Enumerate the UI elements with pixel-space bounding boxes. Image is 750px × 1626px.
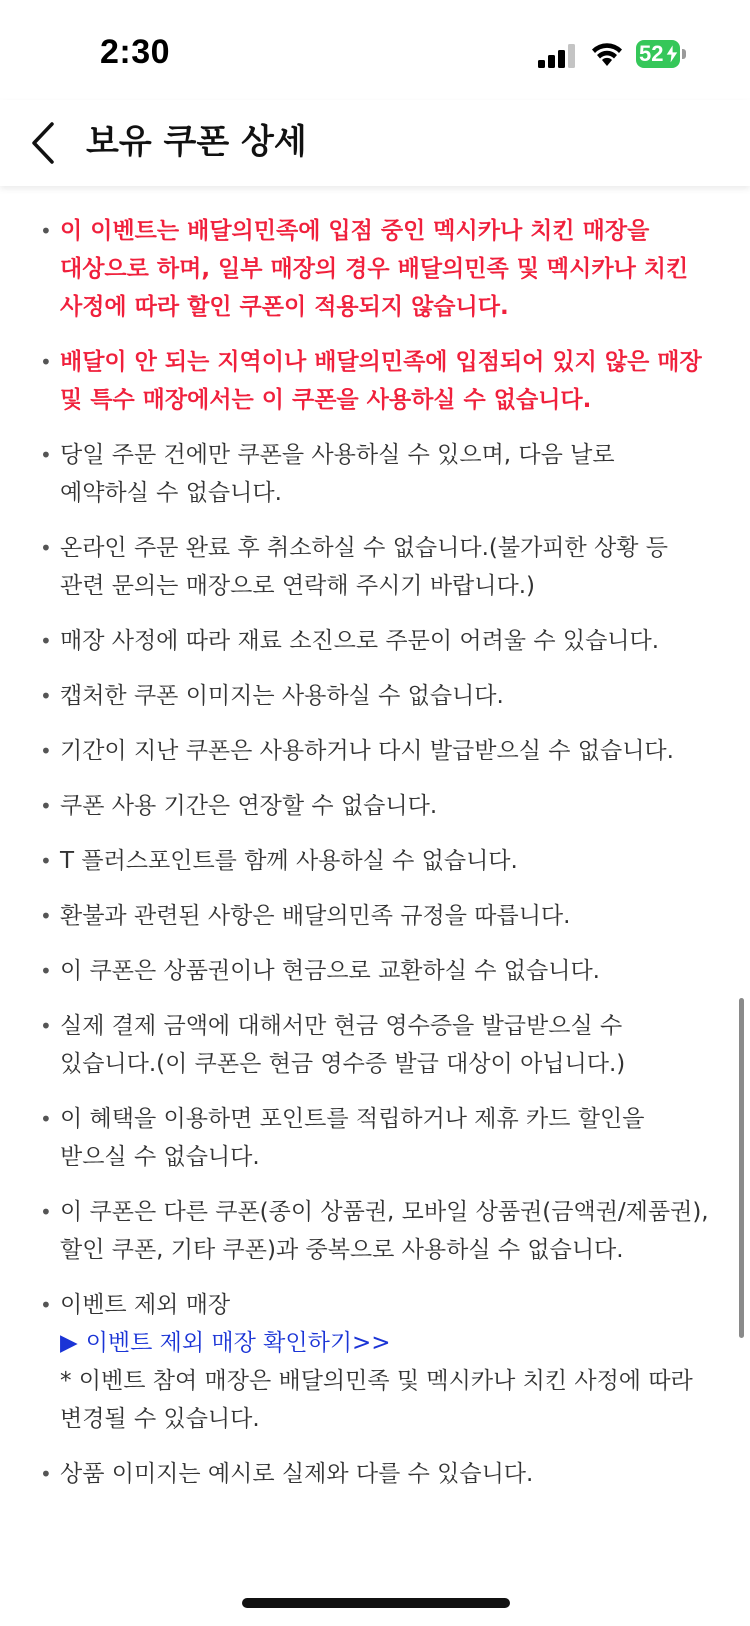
notice-text: 캡처한 쿠폰 이미지는 사용하실 수 없습니다.	[60, 683, 504, 709]
notice-item	[40, 952, 710, 990]
notice-item	[40, 1007, 710, 1083]
bullet: •	[40, 219, 52, 243]
notice-text: 이 혜택을 이용하면 포인트를 적립하거나 제휴 카드 할인을 받으실 수 없습니다.	[60, 1106, 645, 1170]
excluded-stores-note: * 이벤트 참여 매장은 배달의민족 및 멕시카나 치킨 사정에 따라 변경될 수 있습니다.	[60, 1368, 693, 1432]
status-bar	[0, 0, 750, 100]
notice-text: 매장 사정에 따라 재료 소진으로 주문이 어려울 수 있습니다.	[60, 628, 660, 654]
notice-item	[40, 677, 710, 715]
excluded-stores-link[interactable]	[60, 1324, 710, 1362]
excluded-stores-heading: 이벤트 제외 매장	[60, 1292, 231, 1318]
notice-text: 이 이벤트는 배달의민족에 입점 중인 멕시카나 치킨 매장을 대상으로 하며, 일부 매장의 경우 배달의민족 및 멕시카나 치킨 사정에 따라 할인 쿠폰이 적용되지 않습니다.	[60, 218, 689, 320]
bullet: •	[40, 849, 52, 873]
notice-text: 온라인 주문 완료 후 취소하실 수 없습니다.(불가피한 상황 등 관련 문의는 매장으로 연락해 주시기 바랍니다.)	[60, 535, 669, 599]
bullet: •	[40, 1014, 52, 1038]
signal-icon	[538, 44, 578, 68]
bullet: •	[40, 536, 52, 560]
battery-level: 52	[639, 41, 664, 66]
notice-item	[40, 897, 710, 935]
bullet: •	[40, 739, 52, 763]
bullet: •	[40, 794, 52, 818]
bullet: •	[40, 959, 52, 983]
play-arrow-icon: ▶	[60, 1330, 78, 1356]
notice-text: 배달이 안 되는 지역이나 배달의민족에 입점되어 있지 않은 매장 및 특수 매장에서는 이 쿠폰을 사용하실 수 없습니다.	[60, 349, 702, 413]
back-button[interactable]	[26, 118, 66, 168]
notice-text: 기간이 지난 쿠폰은 사용하거나 다시 발급받으실 수 없습니다.	[60, 738, 674, 764]
home-indicator[interactable]	[242, 1598, 510, 1608]
chevron-left-icon	[26, 118, 66, 168]
notice-item	[40, 787, 710, 825]
bullet: •	[40, 443, 52, 467]
bullet: •	[40, 1462, 52, 1486]
bullet: •	[40, 629, 52, 653]
notice-text: 당일 주문 건에만 쿠폰을 사용하실 수 있으며, 다음 날로 예약하실 수 없습니다.	[60, 442, 615, 506]
notice-item	[40, 1455, 710, 1493]
notice-item	[40, 842, 710, 880]
notice-text: 이 쿠폰은 다른 쿠폰(종이 상품권, 모바일 상품권(금액권/제품권), 할인 쿠폰, 기타 쿠폰)과 중복으로 사용하실 수 없습니다.	[60, 1199, 709, 1263]
bullet: •	[40, 350, 52, 374]
notice-item	[40, 529, 710, 605]
bullet: •	[40, 904, 52, 928]
battery-icon	[636, 40, 688, 68]
wifi-icon	[590, 40, 624, 68]
notice-text: 환불과 관련된 사항은 배달의민족 규정을 따릅니다.	[60, 903, 571, 929]
notice-item	[40, 732, 710, 770]
notice-text: 실제 결제 금액에 대해서만 현금 영수증을 발급받으실 수 있습니다.(이 쿠폰은 현금 영수증 발급 대상이 아닙니다.)	[60, 1013, 626, 1077]
notice-list	[0, 186, 750, 1493]
notice-item	[40, 1193, 710, 1269]
charging-bolt-icon	[666, 44, 678, 64]
bullet: •	[40, 1107, 52, 1131]
scrollbar[interactable]	[739, 998, 744, 1338]
notice-item	[40, 343, 710, 419]
notice-item	[40, 622, 710, 660]
notice-text: 상품 이미지는 예시로 실제와 다를 수 있습니다.	[60, 1461, 534, 1487]
notice-text: 쿠폰 사용 기간은 연장할 수 없습니다.	[60, 793, 438, 819]
excluded-stores-link-label: 이벤트 제외 매장 확인하기>>	[85, 1330, 391, 1356]
bullet: •	[40, 684, 52, 708]
notice-item	[40, 212, 710, 326]
battery-cap	[682, 49, 686, 59]
coupon-notice-content[interactable]	[0, 186, 750, 1576]
bullet: •	[40, 1200, 52, 1224]
bullet: •	[40, 1293, 52, 1317]
notice-item	[40, 1100, 710, 1176]
notice-text: 이 쿠폰은 상품권이나 현금으로 교환하실 수 없습니다.	[60, 958, 600, 984]
nav-bar	[0, 100, 750, 186]
excluded-stores-item	[40, 1286, 710, 1438]
notice-item	[40, 436, 710, 512]
notice-text: T 플러스포인트를 함께 사용하실 수 없습니다.	[60, 848, 518, 874]
page-title: 보유 쿠폰 상세	[86, 122, 307, 162]
status-time: 2:30	[100, 33, 171, 71]
